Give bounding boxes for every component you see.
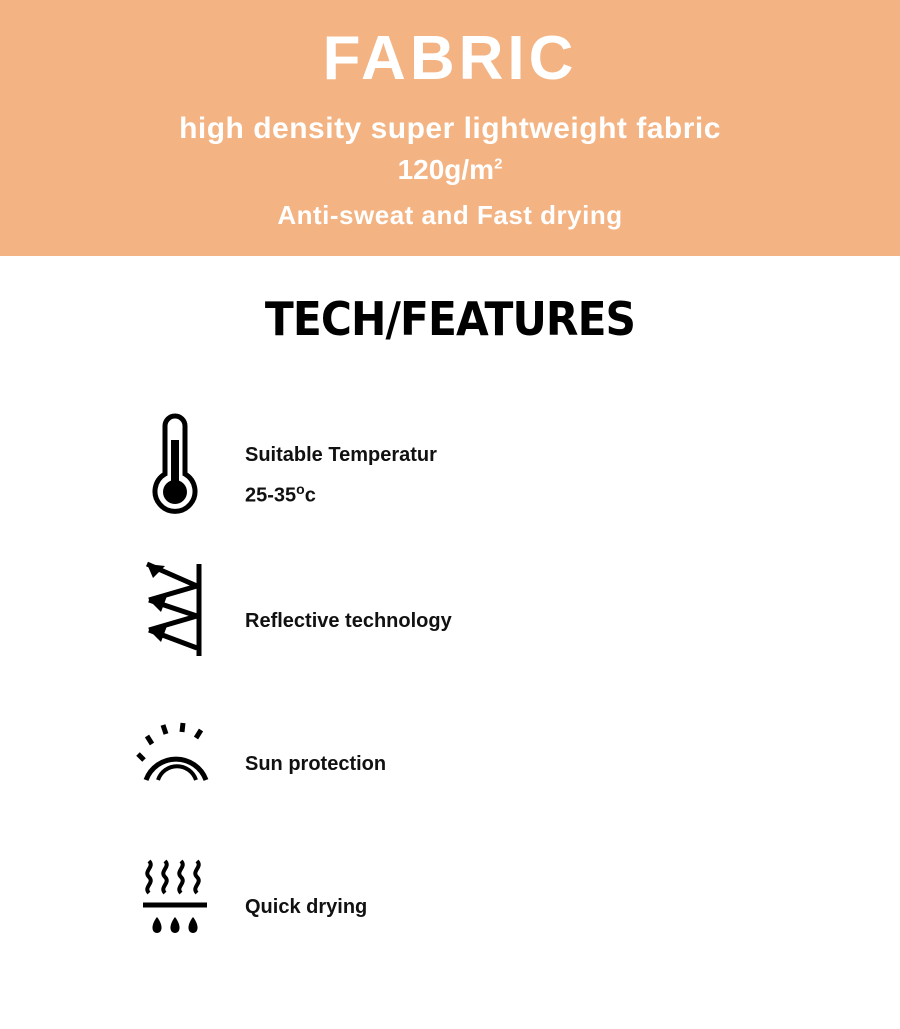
list-item: [135, 840, 835, 985]
feature-label: Quick drying: [245, 896, 368, 918]
banner-tagline: Anti-sweat and Fast drying: [277, 200, 623, 230]
reflective-arrows-icon: [135, 550, 215, 670]
banner-weight-superscript: 2: [494, 155, 503, 173]
feature-label-line2: 25-35$^o$c: [245, 481, 316, 507]
list-item: [135, 695, 835, 840]
thermometer-icon: [135, 405, 215, 525]
feature-label: [245, 438, 805, 513]
tech-features-heading: TECH/FEATURES: [264, 292, 636, 346]
list-item: [135, 550, 835, 695]
banner-weight-value: 120g/m: [397, 154, 495, 185]
feature-label-line1: Suitable Temperatur: [245, 444, 437, 466]
quick-drying-icon: [135, 840, 215, 960]
features-list: [135, 405, 835, 985]
fabric-banner: [0, 0, 900, 256]
banner-weight: [398, 154, 503, 186]
banner-title: FABRIC: [322, 24, 578, 93]
banner-subtitle: high density super lightweight fabric: [179, 112, 721, 145]
feature-label: Sun protection: [245, 753, 387, 775]
sun-protection-icon: [135, 695, 215, 815]
list-item: [135, 405, 835, 550]
feature-label: Reflective technology: [245, 610, 452, 632]
